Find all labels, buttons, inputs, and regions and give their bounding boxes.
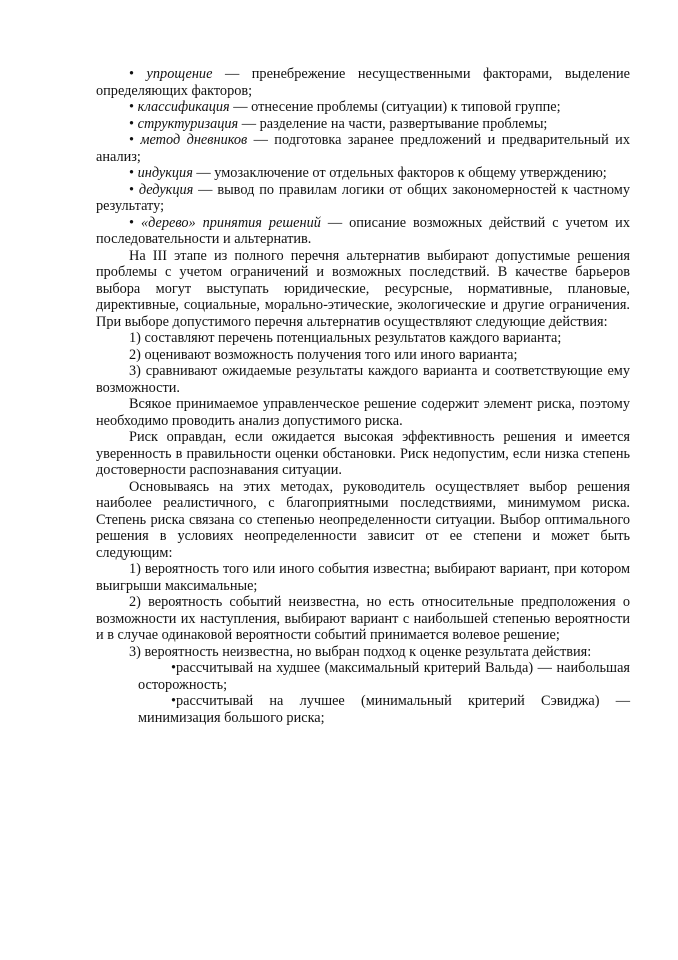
risk-paragraph: Риск оправдан, если ожидается высокая эффективность решения и имеется уверенность в правильности оценки обстановки. Риск недопустим, если низка степень достоверности распознавания ситуации. [96,429,630,478]
criterion-item: •рассчитывай на худшее (максимальный критерий Вальда) — наибольшая осторожность; [138,660,630,693]
bullet-item: • упрощение — пренебрежение несущественными факторами, выделение определяющих факторов; [96,66,630,99]
bullet-item: • метод дневников — подготовка заранее предложений и предварительный их анализ; [96,132,630,165]
risk-paragraph: Всякое принимаемое управленческое решение содержит элемент риска, поэтому необходимо проводить анализ допустимого риска. [96,396,630,429]
bullet-term: дедукция [138,181,194,198]
bullet-item: • структуризация — разделение на части, развертывание проблемы; [129,115,548,132]
bullet-item: • индукция — умозаключение от отдельных факторов к общему утверждению; [129,165,607,181]
uncertainty-case: 1) вероятность того или иного события известна; выбирают вариант, при котором выигрыши максимальные; [96,561,630,594]
bullet-term: упрощение [146,66,213,82]
methods-paragraph: Основываясь на этих методах, руководитель осуществляет выбор решения наиболее реалистичного, с благоприятными последствиями, минимумом риска. Степень риска связана со степенью неопределенности ситуации. Выбор оптимального решения в условиях неопределенности зависит от ее степени и может быть следующим: [96,478,630,561]
document-page [96,66,630,726]
bullet-item: • «дерево» принятия решений — описание возможных действий с учетом их последовательности и альтернатив. [96,214,630,247]
bullet-term: «дерево» принятия решений [140,214,321,231]
uncertainty-case: 3) вероятность неизвестна, но выбран подход к оценке результата действия: [129,643,592,660]
bullet-item: • дедукция — вывод по правилам логики от общих закономерностей к частному результату; [96,181,630,214]
bullet-term: индукция [137,165,193,181]
criterion-item: •рассчитывай на лучшее (минимальный критерий Сэвиджа) — минимизация большого риска; [138,693,630,726]
bullet-item: • классификация — отнесение проблемы (ситуации) к типовой группе; [129,99,561,115]
action-item: 3) сравнивают ожидаемые результаты каждого варианта и соответствующие ему возможности. [96,363,630,396]
action-item: 2) оценивают возможность получения того или иного варианта; [129,346,518,363]
stage3-paragraph: На III этапе из полного перечня альтернатив выбирают допустимые решения проблемы с учетом ограничений и возможных последствий. В качестве барьеров выбора могут выступать юридические, ресурсные, нормативные, плановые, директивные, социальные, морально-этические, экологические и другие ограничения. При выборе допустимого перечня альтернатив осуществляют следующие действия: [96,247,630,330]
action-item: 1) составляют перечень потенциальных результатов каждого варианта; [129,330,562,346]
uncertainty-case: 2) вероятность событий неизвестна, но есть относительные предположения о возможности их наступления, выбирают вариант с наибольшей степенью вероятности и в случае одинаковой вероятности событий принимается волевое решение; [96,594,630,643]
bullet-term: метод дневников [140,132,248,148]
bullet-term: структуризация [137,115,239,132]
bullet-term: классификация [137,99,230,115]
